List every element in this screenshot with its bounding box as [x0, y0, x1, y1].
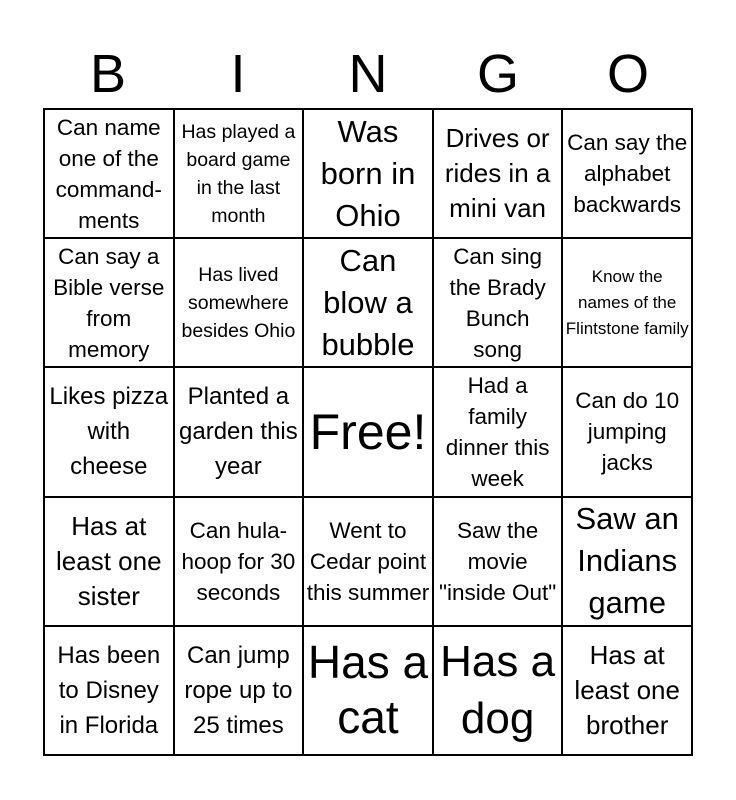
cell-text: Has at least one sister — [56, 510, 162, 611]
bingo-cell[interactable] — [303, 497, 433, 626]
bingo-cell[interactable] — [174, 109, 304, 238]
cell-text: Has played a board game in the last month — [181, 120, 296, 227]
bingo-cell[interactable] — [44, 367, 174, 496]
bingo-cell[interactable] — [303, 238, 433, 367]
bingo-cell[interactable] — [562, 109, 692, 238]
bingo-cell[interactable] — [562, 367, 692, 496]
bingo-cell[interactable] — [562, 238, 692, 367]
cell-text: Planted a garden this year — [179, 383, 298, 481]
header-letter-n: N — [348, 44, 388, 104]
bingo-cell[interactable] — [44, 497, 174, 626]
cell-text: Saw an Indians game — [575, 501, 679, 621]
bingo-cell[interactable] — [562, 626, 692, 755]
bingo-cell[interactable] — [44, 238, 174, 367]
cell-text: Had a family dinner this week — [445, 372, 550, 491]
bingo-board — [43, 108, 693, 756]
bingo-cell[interactable] — [433, 367, 563, 496]
bingo-cell[interactable] — [303, 109, 433, 238]
cell-text: Has been to Disney in Florida — [57, 641, 161, 739]
cell-text: Saw the movie "inside Out" — [438, 517, 557, 605]
bingo-cell[interactable] — [174, 367, 304, 496]
bingo-cell[interactable] — [562, 497, 692, 626]
cell-text: Has at least one brother — [574, 639, 680, 740]
cell-text: Know the names of the Flintstone family — [565, 266, 689, 338]
cell-text: Can blow a bubble — [321, 242, 415, 362]
cell-text: Went to Cedar point this summer — [306, 517, 430, 605]
bingo-cell[interactable] — [174, 238, 304, 367]
bingo-cell[interactable] — [303, 626, 433, 755]
cell-text: Has a cat — [307, 636, 429, 744]
bingo-header — [43, 40, 693, 108]
header-letter-i: I — [230, 44, 246, 104]
header-letter-b: B — [89, 44, 127, 104]
cell-text: Was born in Ohio — [320, 113, 416, 233]
cell-text: Can hula-hoop for 30 seconds — [181, 517, 296, 605]
header-letter-g: G — [476, 44, 519, 104]
free-space-label: Free! — [309, 403, 427, 460]
cell-text: Has lived somewhere besides Ohio — [181, 263, 296, 342]
cell-text: Can say the alphabet backwards — [567, 130, 688, 218]
cell-text: Can name one of the command-ments — [55, 114, 162, 233]
cell-text: Has a dog — [440, 637, 556, 744]
bingo-cell[interactable] — [433, 109, 563, 238]
bingo-cell[interactable] — [433, 626, 563, 755]
bingo-cell[interactable] — [44, 626, 174, 755]
cell-text: Likes pizza with cheese — [49, 383, 169, 481]
cell-text: Can say a Bible verse from memory — [53, 243, 165, 362]
cell-text: Can do 10 jumping jacks — [575, 388, 680, 476]
bingo-cell[interactable] — [174, 497, 304, 626]
cell-text: Drives or rides in a mini van — [444, 123, 551, 224]
bingo-cell[interactable] — [174, 626, 304, 755]
cell-text: Can sing the Brady Bunch song — [449, 243, 546, 362]
bingo-cell[interactable] — [433, 497, 563, 626]
free-space[interactable] — [303, 367, 433, 496]
bingo-cell[interactable] — [433, 238, 563, 367]
cell-text: Can jump rope up to 25 times — [184, 641, 293, 739]
bingo-cell[interactable] — [44, 109, 174, 238]
header-letter-o: O — [606, 44, 649, 104]
